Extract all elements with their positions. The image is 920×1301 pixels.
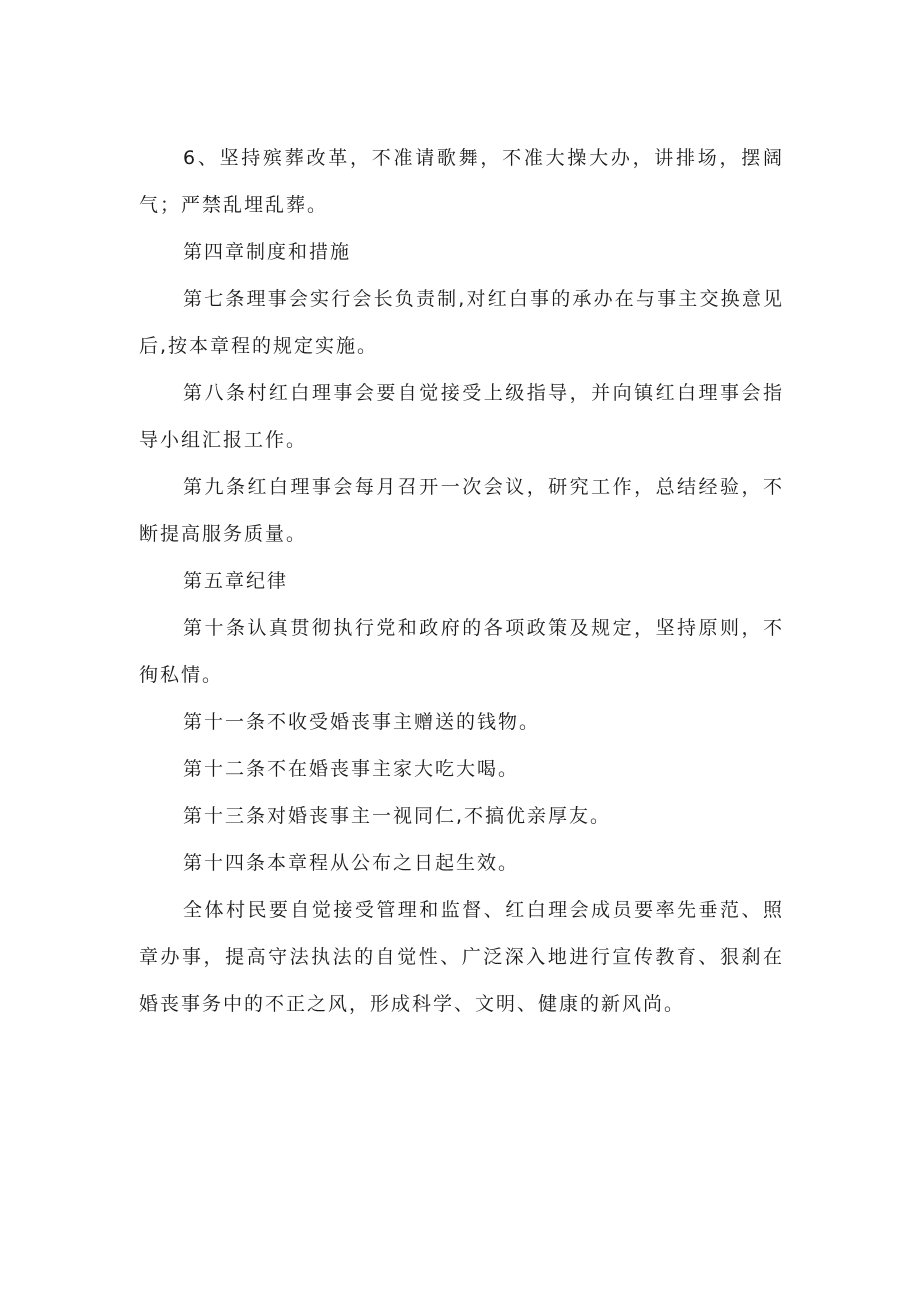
chapter-heading-4: 第四章制度和措施 bbox=[183, 241, 352, 263]
closing-paragraph: 全体村民要自觉接受管理和监督、红白理会成员要率先垂范、照章办事，提高守法执法的自觉性、广泛深入地进行宣传教育、狠刹在婚丧事务中的不正之风，形成科学、文明、健康的新风尚。 bbox=[139, 899, 784, 1015]
article-8: 第八条村红白理事会要自觉接受上级指导，并向镇红白理事会指导小组汇报工作。 bbox=[139, 382, 784, 451]
document-body bbox=[139, 135, 784, 1028]
article-9: 第九条红白理事会每月召开一次会议，研究工作，总结经验，不断提高服务质量。 bbox=[139, 476, 784, 545]
article-10: 第十条认真贯彻执行党和政府的各项政策及规定，坚持原则，不徇私情。 bbox=[139, 617, 784, 686]
article-11: 第十一条不收受婚丧事主赠送的钱物。 bbox=[183, 711, 541, 733]
article-13: 第十三条对婚丧事主一视同仁,不搞优亲厚友。 bbox=[183, 805, 612, 827]
article-12: 第十二条不在婚丧事主家大吃大喝。 bbox=[183, 758, 520, 780]
article-7: 第七条理事会实行会长负责制,对红白事的承办在与事主交换意见后,按本章程的规定实施。 bbox=[139, 288, 784, 357]
article-14: 第十四条本章程从公布之日起生效。 bbox=[183, 852, 520, 874]
chapter-heading-5: 第五章纪律 bbox=[183, 570, 289, 592]
paragraph-funeral-reform: 6、坚持殡葬改革，不准请歌舞，不准大操大办，讲排场，摆阔气；严禁乱埋乱葬。 bbox=[139, 147, 784, 216]
